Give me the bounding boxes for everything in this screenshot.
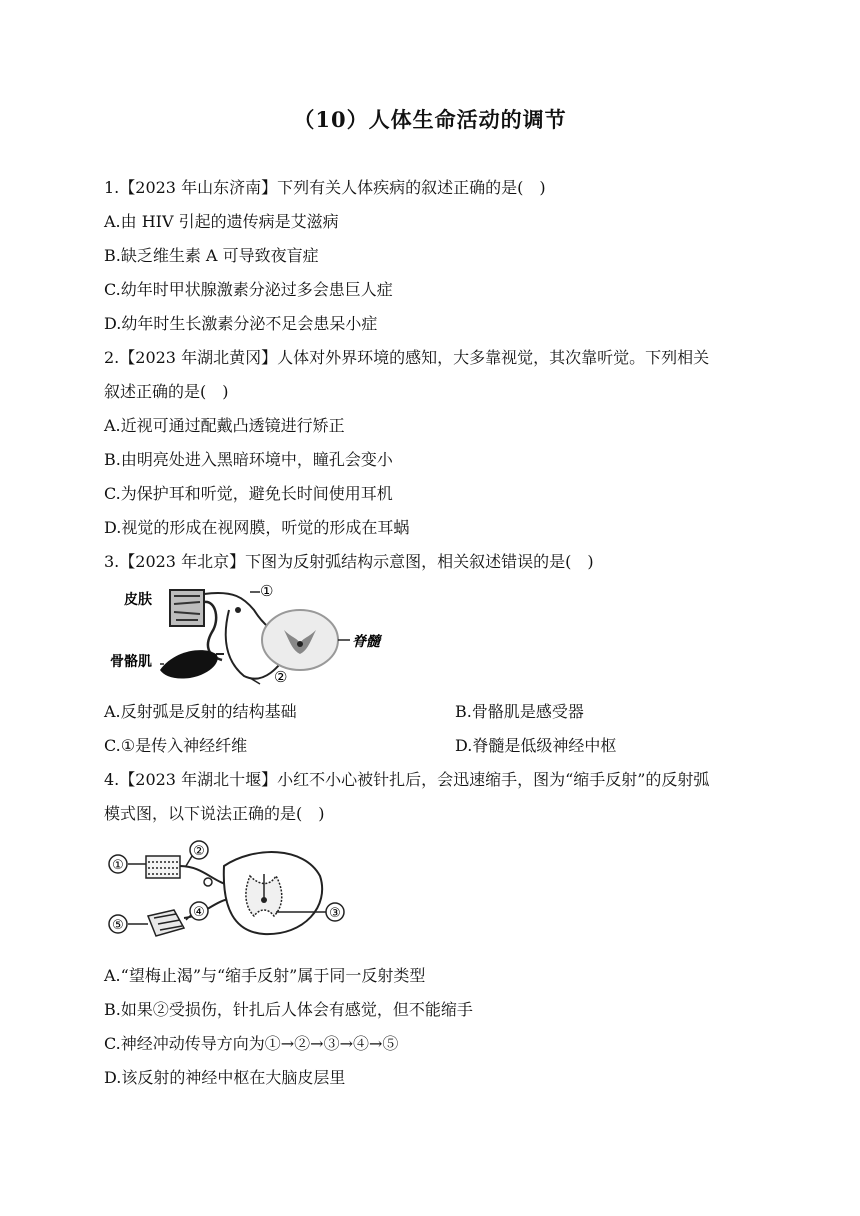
label-circle-5: ⑤: [112, 918, 124, 933]
question-2-option-d: D.视觉的形成在视网膜，听觉的形成在耳蜗: [104, 518, 410, 537]
reflex-arc-figure-1: [104, 580, 404, 690]
label-circle-1: ①: [260, 582, 274, 600]
question-2-stem-line1: 2.【2023 年湖北黄冈】人体对外界环境的感知，大多靠视觉，其次靠听觉。下列相关: [104, 348, 710, 367]
question-1-option-d: D.幼年时生长激素分泌不足会患呆小症: [104, 314, 378, 333]
question-3-option-b: B.骨骼肌是感受器: [455, 702, 584, 721]
question-1-option-b: B.缺乏维生素 A 可导致夜盲症: [104, 246, 319, 265]
question-4-option-d: D.该反射的神经中枢在大脑皮层里: [104, 1068, 346, 1087]
reflex-arc-figure-2: [104, 836, 354, 946]
question-2-option-a: A.近视可通过配戴凸透镜进行矫正: [104, 416, 345, 435]
question-1-stem: 1.【2023 年山东济南】下列有关人体疾病的叙述正确的是( ): [104, 178, 546, 197]
question-3-option-d: D.脊髓是低级神经中枢: [455, 736, 617, 755]
question-1-option-a: A.由 HIV 引起的遗传病是艾滋病: [104, 212, 339, 231]
spinal-cord-shape: [262, 610, 338, 670]
question-2-option-b: B.由明亮处进入黑暗环境中，瞳孔会变小: [104, 450, 393, 469]
question-4-option-b: B.如果②受损伤，针扎后人体会有感觉，但不能缩手: [104, 1000, 473, 1019]
muscle-shape: [160, 650, 218, 678]
question-2-stem-line2: 叙述正确的是( ): [104, 382, 229, 401]
receptor-block: [146, 856, 180, 878]
question-4-option-a: A.“望梅止渴”与“缩手反射”属于同一反射类型: [104, 966, 426, 985]
question-3-stem: 3.【2023 年北京】下图为反射弧结构示意图，相关叙述错误的是( ): [104, 552, 594, 571]
label-circle-2: ②: [193, 844, 205, 859]
page-title: （10）人体生命活动的调节: [293, 107, 567, 132]
label-circle-1: ①: [112, 858, 124, 873]
question-2-option-c: C.为保护耳和听觉，避免长时间使用耳机: [104, 484, 393, 503]
label-circle-2: ②: [274, 668, 288, 686]
label-spinal-cord: 脊髓: [352, 634, 380, 650]
question-4-option-c: C.神经冲动传导方向为①→②→③→④→⑤: [104, 1034, 399, 1053]
label-circle-4: ④: [193, 905, 205, 920]
label-circle-3: ③: [329, 906, 341, 921]
label-muscle: 骨骼肌: [110, 654, 152, 670]
question-4-stem-line2: 模式图，以下说法正确的是( ): [104, 804, 325, 823]
question-4-stem-line1: 4.【2023 年湖北十堰】小红不小心被针扎后，会迅速缩手，图为“缩手反射”的反射弧: [104, 770, 710, 789]
label-skin: 皮肤: [124, 592, 152, 608]
question-3-option-c: C.①是传入神经纤维: [104, 736, 248, 755]
question-1-option-c: C.幼年时甲状腺激素分泌过多会患巨人症: [104, 280, 393, 299]
question-3-option-a: A.反射弧是反射的结构基础: [104, 702, 297, 721]
